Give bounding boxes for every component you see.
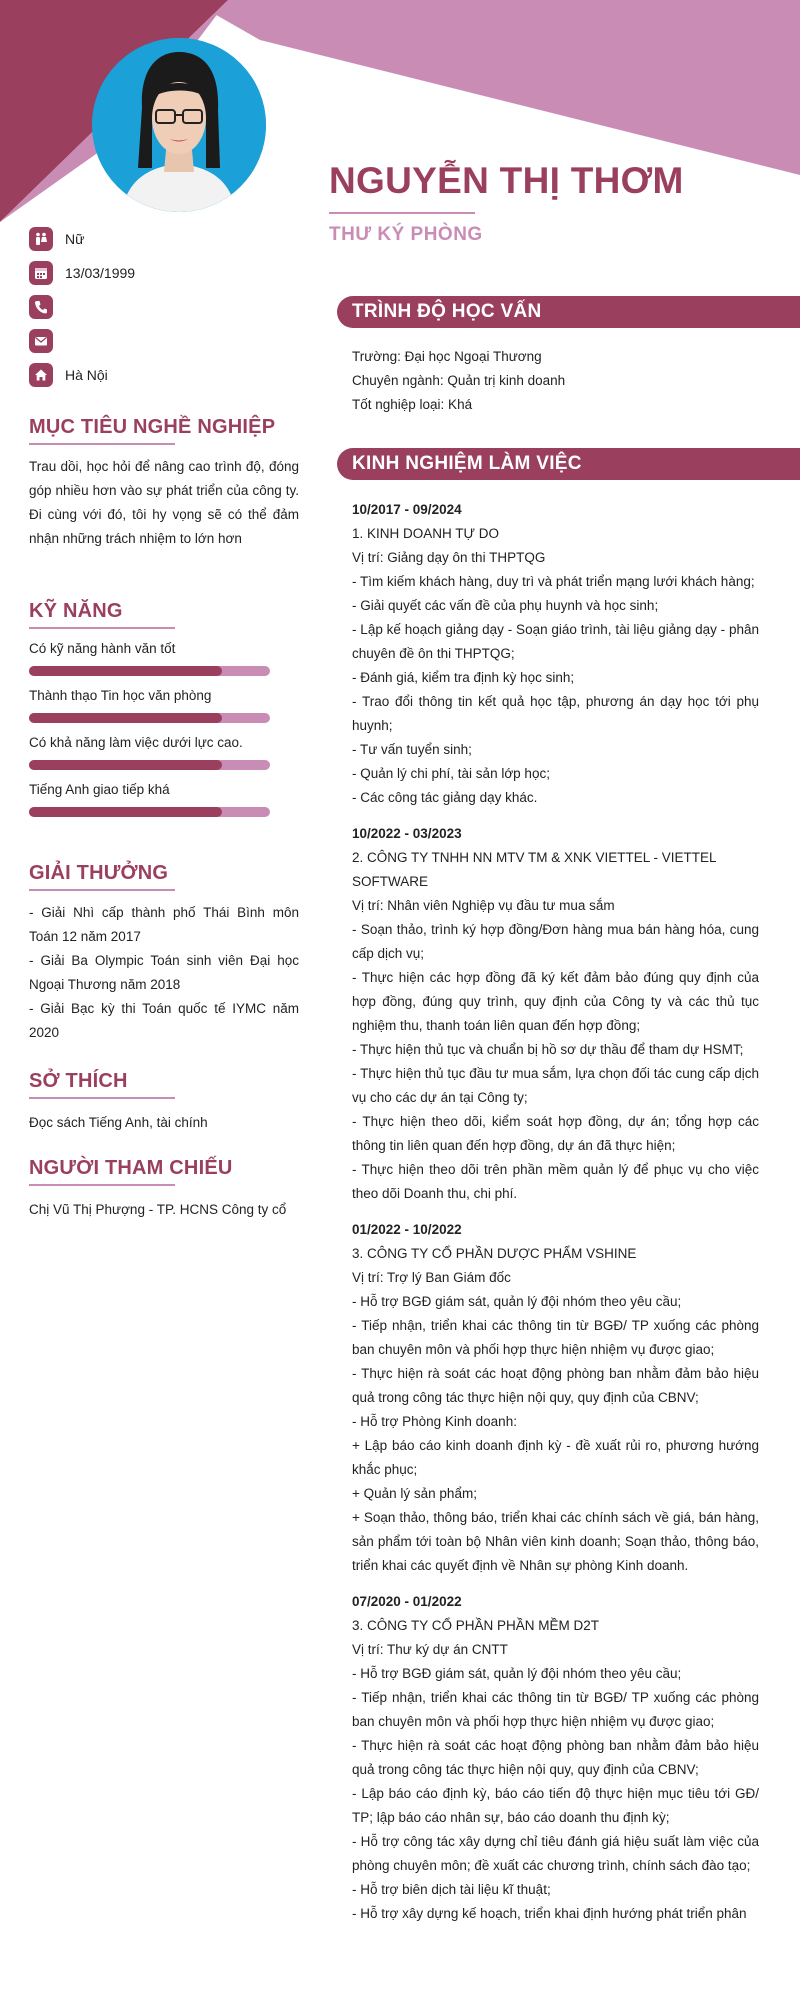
job-entry — [352, 498, 759, 810]
job-duty: + Quản lý sản phẩm; — [352, 1486, 477, 1501]
section-skills — [29, 600, 299, 817]
job-period: 01/2022 - 10/2022 — [352, 1222, 462, 1237]
phone-icon — [29, 295, 53, 319]
job-position: Vị trí: Nhân viên Nghiệp vụ đầu tư mua sắm — [352, 898, 615, 913]
job-duty: + Soạn thảo, thông báo, triển khai các chính sách về giá, bán hàng, sản phẩm tới toàn bộ Nhân viên kinh doanh; Soạn thảo, thông báo, triển khai các quyết định về Nhân sự phòng Kinh doanh. — [352, 1510, 759, 1573]
skill-bar — [29, 807, 270, 817]
job-company: 1. KINH DOANH TỰ DO — [352, 526, 500, 541]
contact-birthday — [29, 256, 299, 290]
section-underline — [29, 627, 175, 629]
candidate-name: NGUYỄN THỊ THƠM — [329, 160, 684, 201]
job-company: 2. CÔNG TY TNHH NN MTV TM & XNK VIETTEL - VIETTEL SOFTWARE — [352, 850, 717, 889]
section-hobbies — [29, 1070, 299, 1135]
job-duty: - Trao đổi thông tin kết quả học tập, phương án dạy học tới phụ huynh; — [352, 694, 759, 733]
section-experience-header: KINH NGHIỆM LÀM VIỆC — [337, 448, 800, 480]
job-entry — [352, 822, 759, 1206]
job-position: Vị trí: Giảng dạy ôn thi THPTQG — [352, 550, 546, 565]
contact-address-text: Hà Nội — [65, 367, 108, 383]
job-duty: - Giải quyết các vấn đề của phụ huynh và học sinh; — [352, 598, 659, 613]
contact-birthday-text: 13/03/1999 — [65, 265, 136, 281]
section-references — [29, 1157, 299, 1244]
job-company: 3. CÔNG TY CỔ PHẦN PHẦN MỀM D2T — [352, 1618, 600, 1633]
job-position: Vị trí: Thư ký dự án CNTT — [352, 1642, 508, 1657]
job-entry — [352, 1590, 759, 1926]
job-duty: - Quản lý chi phí, tài sản lớp học; — [352, 766, 550, 781]
gender-icon — [29, 227, 53, 251]
job-duty: - Thực hiện thủ tục và chuẩn bị hồ sơ dự thầu để tham dự HSMT; — [352, 1042, 744, 1057]
education-grade: Tốt nghiệp loại: Khá — [352, 397, 473, 412]
objective-text: Trau dồi, học hỏi để nâng cao trình độ, đóng góp nhiều hơn vào sự phát triển của công ty. Đi cùng với đó, tôi hy vọng sẽ có thể đảm nhận những trách nhiệm to lớn hơn — [29, 459, 299, 546]
job-duty: - Tiếp nhận, triển khai các thông tin từ BGĐ/ TP xuống các phòng ban chuyên môn và phối hợp thực hiện nhiệm vụ được giao; — [352, 1318, 759, 1357]
education-major: Chuyên ngành: Quản trị kinh doanh — [352, 373, 566, 388]
skill-level — [29, 760, 222, 770]
job-duty: - Tiếp nhận, triển khai các thông tin từ BGĐ/ TP xuống các phòng ban chuyên môn và phối hợp thực hiện nhiệm vụ được giao; — [352, 1690, 759, 1729]
section-underline — [29, 1097, 175, 1099]
education-details — [352, 345, 759, 417]
job-entry — [352, 1218, 759, 1578]
job-duty: - Hỗ trợ BGĐ giám sát, quản lý đội nhóm theo yêu cầu; — [352, 1666, 682, 1681]
job-duty: - Thực hiện rà soát các hoạt động phòng ban nhằm đảm bảo hiệu quả trong công tác thực hiện nội quy, quy định của CBNV; — [352, 1738, 759, 1777]
skill-bar — [29, 713, 270, 723]
contact-gender-text: Nữ — [65, 231, 85, 247]
references-text: Chị Vũ Thị Phượng - TP. HCNS Công ty cổ — [29, 1202, 287, 1217]
job-duty: - Soạn thảo, trình ký hợp đồng/Đơn hàng mua bán hàng hóa, cung cấp dịch vụ; — [352, 922, 759, 961]
job-duty: - Lập báo cáo định kỳ, báo cáo tiến độ thực hiện mục tiêu tới GĐ/ TP; lập báo cáo nhân sự, báo cáo doanh thu định kỳ; — [352, 1786, 759, 1825]
job-period: 10/2022 - 03/2023 — [352, 826, 462, 841]
award-item: - Giải Ba Olympic Toán sinh viên Đại học Ngoại Thương năm 2018 — [29, 953, 299, 992]
award-item: - Giải Nhì cấp thành phố Thái Bình môn Toán 12 năm 2017 — [29, 905, 299, 944]
skill-name: Có kỹ năng hành văn tốt — [29, 641, 176, 656]
skill-list — [29, 641, 299, 817]
experience-list — [352, 498, 759, 2000]
job-company: 3. CÔNG TY CỔ PHẦN DƯỢC PHẨM VSHINE — [352, 1246, 637, 1261]
contact-phone — [29, 290, 299, 324]
job-duty: - Hỗ trợ xây dựng kế hoạch, triển khai định hướng phát triển phân — [352, 1906, 747, 1921]
job-duty: - Thực hiện theo dõi trên phần mềm quản lý để phục vụ cho việc theo dõi Doanh thu, chi phí. — [352, 1162, 759, 1201]
section-objective — [29, 416, 299, 551]
section-title: NGƯỜI THAM CHIẾU — [29, 1157, 233, 1179]
job-duty: - Các công tác giảng dạy khác. — [352, 790, 538, 805]
name-underline — [329, 212, 475, 214]
home-icon — [29, 363, 53, 387]
skill-name: Thành thạo Tin học văn phòng — [29, 688, 212, 703]
calendar-icon — [29, 261, 53, 285]
section-underline — [29, 1184, 175, 1186]
section-title: SỞ THÍCH — [29, 1070, 128, 1092]
job-duty: - Đánh giá, kiểm tra định kỳ học sinh; — [352, 670, 575, 685]
job-duty: - Hỗ trợ biên dịch tài liệu kĩ thuật; — [352, 1882, 551, 1897]
hobbies-text: Đọc sách Tiếng Anh, tài chính — [29, 1115, 208, 1130]
section-underline — [29, 443, 175, 445]
job-position: Vị trí: Trợ lý Ban Giám đốc — [352, 1270, 511, 1285]
section-title: GIẢI THƯỞNG — [29, 862, 169, 884]
job-period: 07/2020 - 01/2022 — [352, 1594, 462, 1609]
section-title: KỸ NĂNG — [29, 600, 123, 622]
job-duty: - Hỗ trợ Phòng Kinh doanh: — [352, 1414, 517, 1429]
job-duty: - Hỗ trợ BGĐ giám sát, quản lý đội nhóm theo yêu cầu; — [352, 1294, 682, 1309]
avatar-photo — [92, 38, 266, 212]
section-awards — [29, 862, 299, 1045]
education-school: Trường: Đại học Ngoại Thương — [352, 349, 542, 364]
skill-name: Có khả năng làm việc dưới lực cao. — [29, 735, 243, 750]
skill-level — [29, 666, 222, 676]
job-duty: - Thực hiện rà soát các hoạt động phòng ban nhằm đảm bảo hiệu quả trong công tác thực hiện nội quy, quy định của CBNV; — [352, 1366, 759, 1405]
skill-bar — [29, 760, 270, 770]
skill-bar — [29, 666, 270, 676]
contact-email — [29, 324, 299, 358]
section-title: MỤC TIÊU NGHỀ NGHIỆP — [29, 416, 276, 438]
skill-level — [29, 807, 222, 817]
job-duty: - Thực hiện thủ tục đầu tư mua sắm, lựa chọn đối tác cung cấp dịch vụ cho các dự án tại Công ty; — [352, 1066, 759, 1105]
section-underline — [29, 889, 175, 891]
contact-gender — [29, 222, 299, 256]
job-duty: - Tìm kiếm khách hàng, duy trì và phát triển mạng lưới khách hàng; — [352, 574, 755, 589]
job-duty: + Lập báo cáo kinh doanh định kỳ - đề xuất rủi ro, phương hướng khắc phục; — [352, 1438, 759, 1477]
job-duty: - Hỗ trợ công tác xây dựng chỉ tiêu đánh giá hiệu suất làm việc của phòng chuyên môn; đề xuất các chương trình, chính sách đào tạo; — [352, 1834, 759, 1873]
contact-list — [29, 222, 299, 392]
contact-address — [29, 358, 299, 392]
job-duty: - Thực hiện các hợp đồng đã ký kết đảm bảo đúng quy định của hợp đồng, đúng quy trình, quy định của Công ty và các thủ tục nghiệm thu, thanh toán liên quan đến hợp đồng; — [352, 970, 759, 1033]
email-icon — [29, 329, 53, 353]
section-education-header: TRÌNH ĐỘ HỌC VẤN — [337, 296, 800, 328]
award-item: - Giải Bạc kỳ thi Toán quốc tế IYMC năm 2020 — [29, 1001, 299, 1040]
skill-level — [29, 713, 222, 723]
candidate-role: THƯ KÝ PHÒNG — [329, 224, 483, 245]
job-period: 10/2017 - 09/2024 — [352, 502, 462, 517]
job-duty: - Tư vấn tuyển sinh; — [352, 742, 472, 757]
job-duty: - Thực hiện theo dõi, kiểm soát hợp đồng, dự án; tổng hợp các thông tin liên quan đến hợp đồng, dự án đã thực hiện; — [352, 1114, 759, 1153]
skill-name: Tiếng Anh giao tiếp khá — [29, 782, 170, 797]
job-duty: - Lập kế hoạch giảng dạy - Soạn giáo trình, tài liệu giảng dạy - phân chuyên đề ôn thi THPTQG; — [352, 622, 759, 661]
